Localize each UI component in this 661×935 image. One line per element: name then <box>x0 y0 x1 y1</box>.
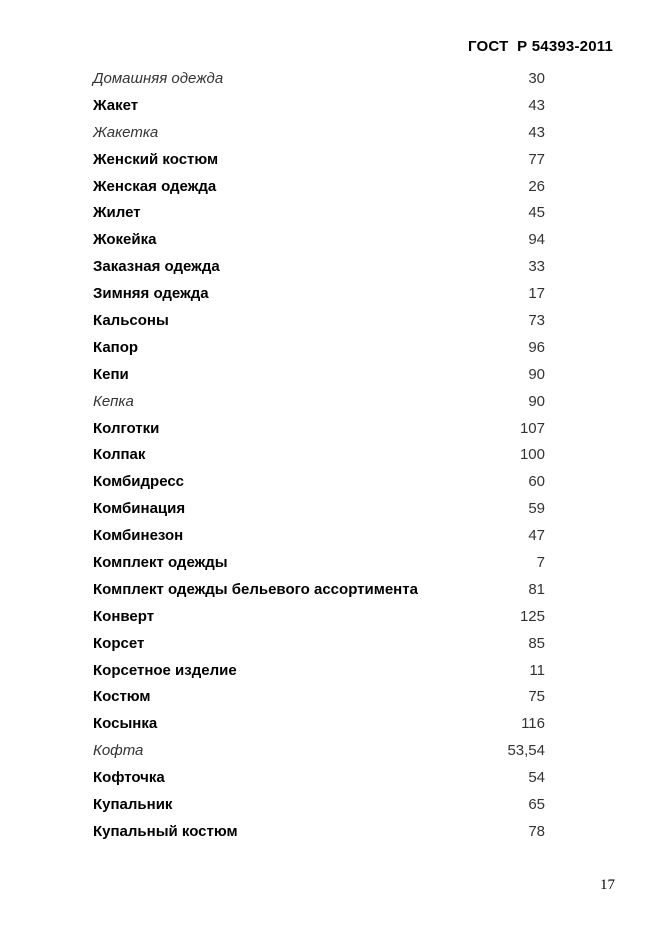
index-term: Жакет <box>93 96 139 114</box>
index-term: Комбинезон <box>93 527 184 545</box>
index-term: Кофта <box>93 742 144 760</box>
index-term: Жакетка <box>93 123 159 141</box>
index-term: Заказная одежда <box>93 258 220 276</box>
index-term: Домашняя одежда <box>93 70 224 87</box>
index-entry <box>93 469 545 496</box>
index-entry <box>93 147 545 174</box>
index-page-ref: 7 <box>536 554 545 572</box>
document-header: ГОСТ Р 54393-2011 <box>468 38 613 55</box>
index-page-ref: 54 <box>528 769 545 787</box>
index-term: Кальсоны <box>93 312 169 330</box>
index-term: Косынка <box>93 715 158 733</box>
index-entry <box>93 496 545 523</box>
index-entry <box>93 711 545 738</box>
index-term: Зимняя одежда <box>93 285 209 303</box>
index-entry <box>93 93 545 120</box>
index-term: Жилет <box>93 204 141 222</box>
index-entry <box>93 281 545 308</box>
index-page-ref: 116 <box>521 715 545 733</box>
index-page-ref: 90 <box>528 392 545 410</box>
index-entry <box>93 254 545 281</box>
index-entry <box>93 200 545 227</box>
index-page-ref: 53,54 <box>507 742 545 760</box>
index-page-ref: 81 <box>528 580 545 598</box>
index-term: Колпак <box>93 446 146 464</box>
index-term: Комбидресс <box>93 473 185 491</box>
index-entry <box>93 819 545 846</box>
index-page-ref: 11 <box>529 661 545 679</box>
index-term: Женский костюм <box>93 150 219 168</box>
index-entry <box>93 631 545 658</box>
index-page-ref: 30 <box>528 70 545 87</box>
index-page-ref: 47 <box>528 527 545 545</box>
index-term: Корсетное изделие <box>93 661 237 679</box>
term-index-list <box>93 66 545 846</box>
index-term: Купальный костюм <box>93 822 238 840</box>
index-entry <box>93 765 545 792</box>
index-page-ref: 75 <box>528 688 545 706</box>
index-page-ref: 96 <box>528 338 545 356</box>
index-term: Комплект одежды бельевого ассортимента <box>93 580 418 598</box>
index-page-ref: 43 <box>528 123 545 141</box>
index-term: Костюм <box>93 688 151 706</box>
index-term: Жокейка <box>93 231 157 249</box>
index-page-ref: 78 <box>528 822 545 840</box>
index-entry <box>93 308 545 335</box>
index-page-ref: 90 <box>528 365 545 383</box>
index-entry <box>93 389 545 416</box>
index-term: Капор <box>93 338 139 356</box>
index-entry <box>93 604 545 631</box>
index-page-ref: 17 <box>528 285 545 303</box>
index-entry <box>93 550 545 577</box>
index-term: Кофточка <box>93 769 165 787</box>
index-term: Комплект одежды <box>93 554 228 572</box>
index-entry <box>93 362 545 389</box>
index-entry <box>93 66 545 93</box>
index-entry <box>93 442 545 469</box>
index-entry <box>93 658 545 685</box>
index-page-ref: 26 <box>528 177 545 195</box>
index-page-ref: 100 <box>519 446 545 464</box>
index-page-ref: 43 <box>528 96 545 114</box>
index-entry <box>93 523 545 550</box>
index-entry <box>93 792 545 819</box>
index-page-ref: 33 <box>528 258 545 276</box>
index-term: Колготки <box>93 419 160 437</box>
index-page-ref: 65 <box>528 796 545 814</box>
index-term: Корсет <box>93 634 145 652</box>
index-page-ref: 77 <box>528 150 545 168</box>
index-term: Кепи <box>93 365 129 383</box>
index-page-ref: 59 <box>528 500 545 518</box>
index-entry <box>93 416 545 443</box>
index-term: Конверт <box>93 607 155 625</box>
index-entry <box>93 577 545 604</box>
index-entry <box>93 120 545 147</box>
index-term: Кепка <box>93 392 134 410</box>
index-page-ref: 125 <box>519 607 545 625</box>
index-page-ref: 45 <box>528 204 545 222</box>
index-page-ref: 107 <box>519 419 545 437</box>
index-page-ref: 73 <box>528 312 545 330</box>
index-entry <box>93 335 545 362</box>
page-number: 17 <box>600 877 615 893</box>
index-entry <box>93 684 545 711</box>
index-entry <box>93 174 545 201</box>
index-term: Комбинация <box>93 500 186 518</box>
index-page-ref: 60 <box>528 473 545 491</box>
index-page-ref: 85 <box>528 634 545 652</box>
index-term: Купальник <box>93 796 173 814</box>
index-entry <box>93 227 545 254</box>
index-term: Женская одежда <box>93 177 217 195</box>
index-page-ref: 94 <box>528 231 545 249</box>
index-entry <box>93 738 545 765</box>
